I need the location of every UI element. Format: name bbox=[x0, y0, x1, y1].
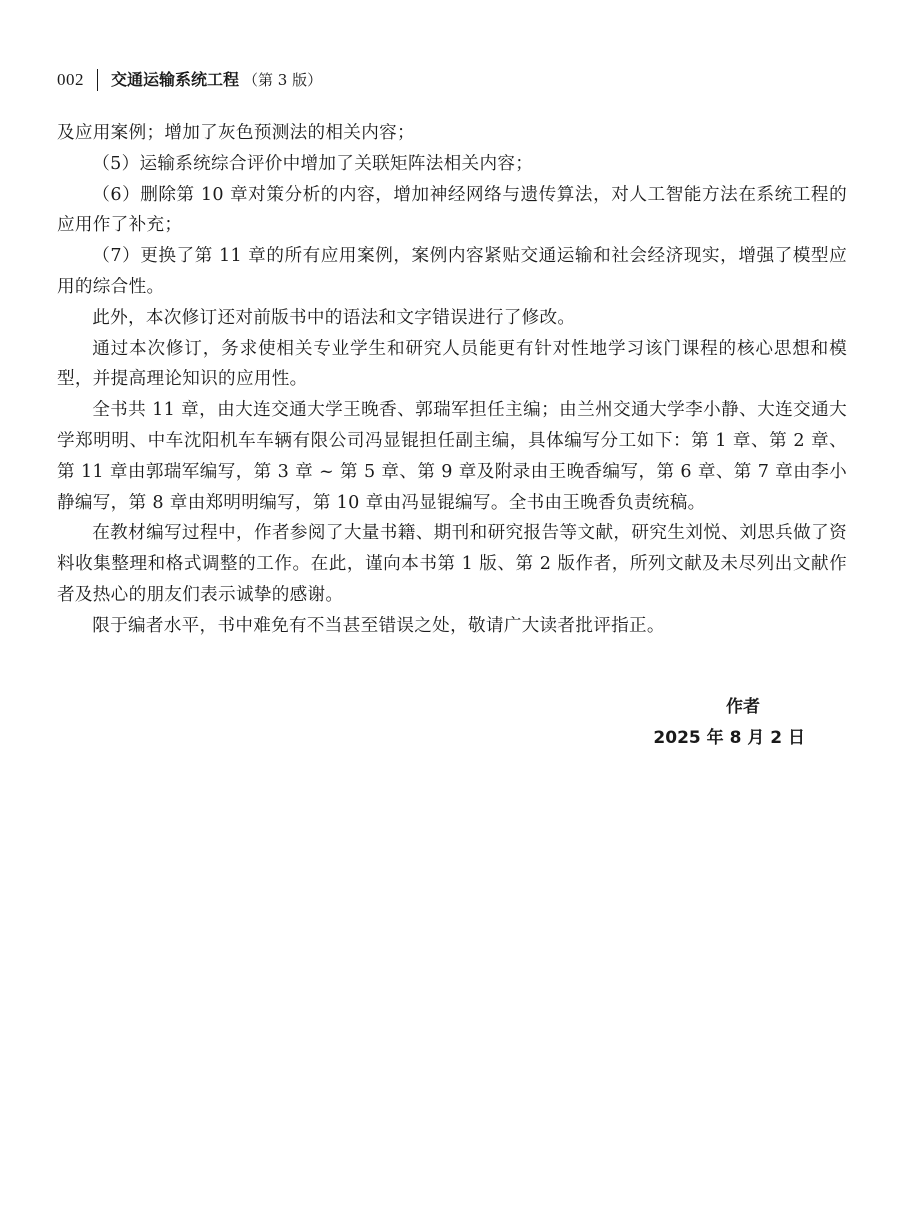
signature-date: 2025 年 8 月 2 日 bbox=[653, 728, 805, 748]
signature-author: 作者 bbox=[726, 697, 760, 717]
book-title: 交通运输系统工程 bbox=[111, 70, 240, 89]
paragraph-item-7: （7）更换了第 11 章的所有应用案例，案例内容紧贴交通运输和社会经济现实，增强了模型应用的综合性。 bbox=[57, 246, 847, 297]
paragraph-corrections: 此外，本次修订还对前版书中的语法和文字错误进行了修改。 bbox=[92, 307, 576, 328]
paragraph-acknowledgement: 在教材编写过程中，作者参阅了大量书籍、期刊和研究报告等文献，研究生刘悦、刘思兵做了资料收集整理和格式调整的工作。在此，谨向本书第 1 版、第 2 版作者，所列文献及未尽列出文献作者及热心的朋友们表示诚挚的感谢。 bbox=[57, 523, 847, 605]
signature-block bbox=[653, 692, 805, 754]
running-header bbox=[57, 67, 322, 93]
book-edition: （第 3 版） bbox=[243, 71, 323, 89]
paragraph-item-5: （5）运输系统综合评价中增加了关联矩阵法相关内容； bbox=[92, 153, 534, 174]
paragraph-disclaimer: 限于编者水平，书中难免有不当甚至错误之处，敬请广大读者批评指正。 bbox=[92, 615, 665, 636]
page-number: 002 bbox=[57, 70, 84, 89]
header-divider bbox=[97, 69, 98, 91]
paragraph-purpose: 通过本次修订，务求使相关专业学生和研究人员能更有针对性地学习该门课程的核心思想和模型，并提高理论知识的应用性。 bbox=[57, 338, 847, 390]
paragraph-continuation: 及应用案例；增加了灰色预测法的相关内容； bbox=[57, 123, 415, 143]
preface-body bbox=[57, 118, 847, 642]
paragraph-authorship: 全书共 11 章，由大连交通大学王晚香、郭瑞军担任主编；由兰州交通大学李小静、大连交通大学郑明明、中车沈阳机车车辆有限公司冯显锟担任副主编，具体编写分工如下：第 1 章、第 2 章、第 11 章由郭瑞军编写，第 3 章 ~ 第 5 章、第 9 章及附录由王晚香编写，第 6 章、第 7 章由李小静编写，第 8 章由郑明明编写，第 10 章由冯显锟编写。全书由王晚香负责统稿。 bbox=[57, 400, 847, 513]
paragraph-item-6: （6）删除第 10 章对策分析的内容，增加神经网络与遗传算法，对人工智能方法在系统工程的应用作了补充； bbox=[57, 184, 847, 236]
